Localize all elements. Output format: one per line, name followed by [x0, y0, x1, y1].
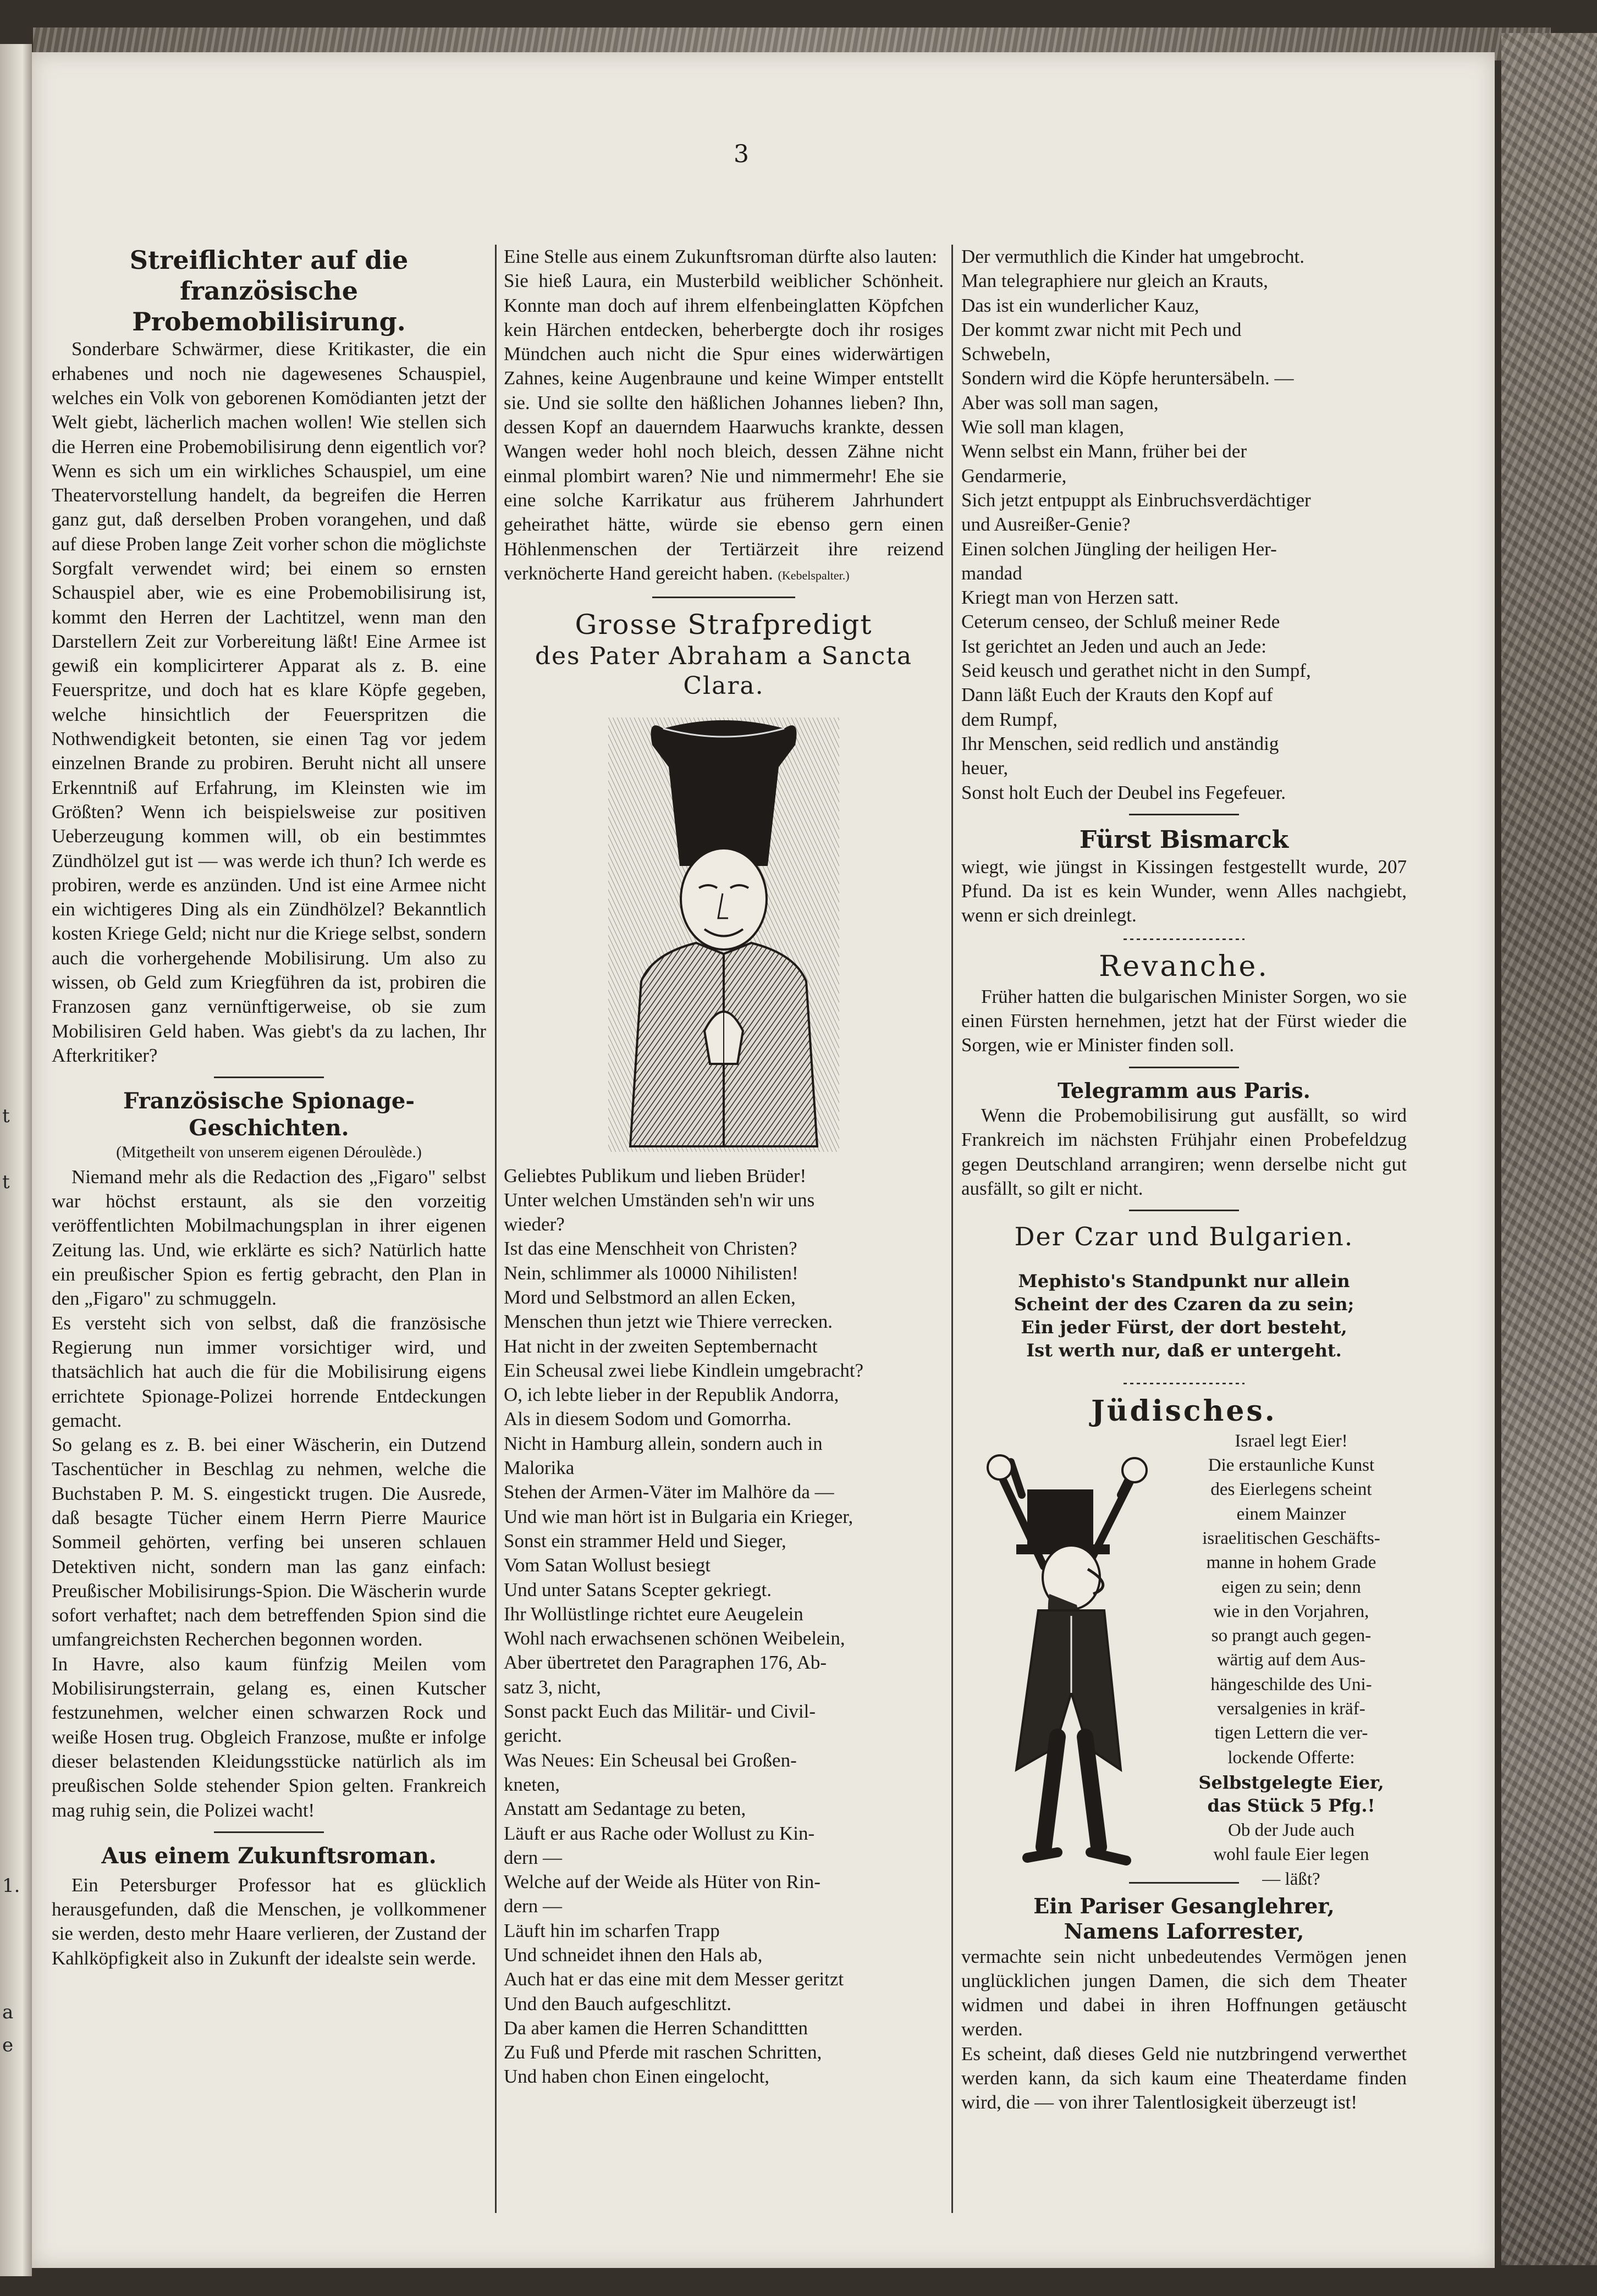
- sermon-verse: Geliebtes Publikum und lieben Brüder! Unter welchen Umständen seh'n wir uns wieder? Ist das eine Menschheit von Christen? Nein, schlimmer als 10000 Nihilisten! Mord und Selbstmord an allen Ecken, Menschen thun jetzt wie Thiere verrecken. Hat nicht in der zweiten Septembernacht Ein Scheusal zwei liebe Kindlein umgebracht? O, ich lebte lieber in der Republik Andorra, Als in diesem Sodom und Gomorrha. Nicht in Hamburg allein, sondern auch in Malorika Stehen der Armen-Väter im Malhöre da — Und wie man hört ist in Bulgaria ein Krieger, Sonst ein strammer Held und Sieger, Vom Satan Wollust besiegt Und unter Satans Scepter gekriegt. Ihr Wollüstlinge richtet eure Aeugelein Wohl nach erwachsenen schönen Weibelein, Aber übertretet den Paragraphen 176, Ab- satz 3, nicht, Sonst packt Euch das Militär- und Civil- gericht. Was Neues: Ein Scheusal bei Großen- kneten, Anstatt am Sedantage zu beten, Läuft er aus Rache oder Wollust zu Kin- dern — Welche auf der Weide als Hüter von Rin- dern — Läuft hin im scharfen Trapp Und schneidet ihnen den Hals ab, Auch hat er das eine mit dem Messer geritzt Und den Bauch aufgeschlitzt. Da aber kamen die Herren Schandittten Zu Fuß und Pferde mit raschen Schritten, Und haben chon Einen eingelocht,: [504, 1164, 864, 2088]
- article-title-spionage: Französische Spionage-Geschichten.: [123, 1088, 415, 1141]
- margin-mark: a: [2, 2001, 14, 2023]
- separator-rule: [1129, 814, 1239, 815]
- article-text-juedisches: Israel legt Eier! Die erstaunliche Kunst des Eierlegens scheint einem Mainzer israelitischen Geschäfts- manne in hohem Grade eigen zu sein; denn wie in den Vorjahren, so prangt auch gegen- wärtig auf dem Aus- hängeschilde des Uni- versalgenies in kräf- tigen Lettern die ver- lockende Offerte:: [1202, 1431, 1380, 1768]
- separator-rule: [214, 1831, 324, 1833]
- article-text-bismarck: wiegt, wie jüngst in Kissingen festgestellt wurde, 207 Pfund. Da ist es kein Wunder, wenn Alles nachgiebt, wenn er sich dreinlegt.: [961, 856, 1407, 926]
- page-number: 3: [734, 140, 749, 168]
- caricature-illustration: [961, 1429, 1170, 1880]
- column-rule: [495, 245, 497, 2213]
- monk-illustration: [586, 707, 861, 1157]
- sermon-title: Grosse Strafpredigt: [575, 609, 873, 641]
- article-title-juedisches: Jüdisches.: [1091, 1394, 1277, 1428]
- margin-mark: t: [2, 1105, 10, 1127]
- article-title-czar: Der Czar und Bulgarien.: [1014, 1222, 1354, 1252]
- article-text-zukunftsroman-cont: [504, 245, 944, 588]
- juedisches-offer: Selbstgelegte Eier, das Stück 5 Pfg.!: [1198, 1771, 1384, 1816]
- column-1: [52, 245, 486, 2224]
- column-rule: [951, 245, 953, 2213]
- marbled-book-edge: [1501, 33, 1597, 2265]
- article-text-czar: Mephisto's Standpunkt nur allein Scheint der des Czaren da zu sein; Ein jeder Fürst, der dort besteht, Ist werth nur, daß er untergeht.: [1014, 1271, 1354, 1361]
- article-text-pariser: vermachte sein nicht unbedeutendes Vermögen jenen unglücklichen jungen Damen, die sich dem Theater widmen und dabei in ihren Hoffnungen getäuscht werden. Es scheint, daß dieses Geld nie nutzbringend verwerthet werden kann, da sich kaum eine Theaterdame finden wird, die — von ihrer Talentlosigkeit überzeugt ist!: [961, 1945, 1407, 2113]
- juedisches-text-block: [1176, 1429, 1407, 1891]
- source-credit: (Kebelspalter.): [778, 568, 850, 582]
- article-text-revanche: Früher hatten die bulgarischen Minister Sorgen, wo sie einen Fürsten hernehmen, jetzt hat der Fürst wieder die Sorgen, wie er Minister finden soll.: [961, 985, 1407, 1056]
- margin-mark: e: [2, 2034, 14, 2056]
- newspaper-page: [32, 52, 1495, 2268]
- article-title-bismarck: Fürst Bismarck: [1079, 825, 1289, 854]
- article-title-telegramm: Telegramm aus Paris.: [1058, 1078, 1310, 1103]
- article-text-telegramm: Wenn die Probemobilisirung gut ausfällt, so wird Frankreich im nächsten Frühjahr einen Probefeldzug gegen Deutschland arrangiren; wenn derselbe nicht gut ausfällt, so gilt er nicht.: [961, 1105, 1407, 1199]
- column-2: [504, 245, 944, 2224]
- article-subtitle-spionage: (Mitgetheilt von unserem eigenen Déroulède.): [116, 1143, 422, 1161]
- article-title-zukunftsroman: Aus einem Zukunftsroman.: [101, 1842, 437, 1869]
- wavy-separator: [1124, 935, 1244, 943]
- article-title-revanche: Revanche.: [1099, 950, 1269, 984]
- wavy-separator: [1124, 1379, 1244, 1387]
- zukunftsroman-cont-text: Eine Stelle aus einem Zukunftsroman dürfte also lauten: Sie hieß Laura, ein Musterbild weiblicher Schönheit. Konnte man doch auf ihrem elfenbeinglatten Köpfchen kein Härchen entdecken, beherbergte doch ihr rosiges Mündchen auch nicht die Spur eines widerwärtigen Zahnes, keine Augenbraune und keine Wimper entstellt sie. Und sie sollte den häßlichen Johannes lieben? Ihn, dessen Kopf an dauerndem Haarwuchs krankte, dessen Wangen weder hohl noch bleich, dessen Zähne nicht einmal plombirt waren? Nie und nimmermehr! Ehe sie eine solche Karrikatur aus früherem Jahrhundert geheirathet hätte, würde sie ebenso gern einen Höhlenmenschen der Tertiärzeit ihre reizend verknöcherte Hand gereicht haben.: [504, 246, 944, 584]
- adjacent-page-edge: [0, 44, 32, 2276]
- juedisches-block: [961, 1429, 1407, 1889]
- sermon-subtitle: des Pater Abraham a Sancta Clara.: [535, 642, 913, 700]
- article-text-zukunftsroman: Ein Petersburger Professor hat es glücklich herausgefunden, daß die Menschen, je vollkommener sie werden, desto mehr Haare verlieren, der Zustand der Kahlköpfigkeit also in Zukunft der idealste sein werde.: [52, 1874, 486, 1969]
- separator-rule: [1129, 1210, 1239, 1211]
- article-text-probemobilisirung: Sonderbare Schwärmer, diese Kritikaster, die ein erhabenes und noch nie dagewesenes Schauspiel, welches ein Volk von geborenen Komödianten jetzt der Welt giebt, lächerlich machen wollen! Wie stellen sich die Herren eine Probemobilisirung denn eigentlich vor? Wenn es sich um ein wirkliches Schauspiel, um eine Theatervorstellung handelt, da begreifen die Herren ganz gut, daß derselben Proben vorangehen, und daß auf diese Proben lange Zeit vorher schon die möglichste Sorgfalt verwendet wird; bei einem so ernsten Schauspiel aber, wie es eine Probemobilisirung ist, kommt den Herren der Lachtitzel, wenn man den Darstellern Zeit zur Vorbereitung läßt! Eine Armee ist gewiß ein komplicirterer Apparat als z. B. eine Feuerspritze, und doch hat es klare Köpfe gegeben, welche hinsichtlich der Feuerspritzen die Nothwendigkeit betonten, sie einen Tag vor jedem einzelnen Brande zu probiren. Beruht nicht all unsere Erkenntniß auf Erfahrung, im Kleinsten wie im Größten? Wenn ich beispielsweise zur positiven Ueberzeugung kommen will, ob ein bestimmtes Zündhölzel gut ist — was werde ich thun? Ich werde es probiren, werde es anzünden. Und ist eine Armee nicht ein wichtigeres Ding als ein Zündhölzel? Bekanntlich kosten Kriege Geld; nicht nur die Kriege selbst, sondern auch die vorhergehende Mobilisirung. Um also zu wissen, ob Geld zum Kriegführen da ist, probiren die Franzosen ganz vernünftigerweise, ob sie zum Mobilisiren Geld haben. Was giebt's da zu lachen, Ihr Afterkritiker?: [52, 338, 486, 1066]
- separator-rule: [1129, 1067, 1239, 1068]
- juedisches-end: Ob der Jude auch wohl faule Eier legen — läßt?: [1213, 1820, 1369, 1889]
- separator-rule: [652, 597, 795, 598]
- margin-mark: 1.: [2, 1875, 20, 1897]
- separator-rule: [214, 1077, 324, 1078]
- article-text-spionage: Niemand mehr als die Redaction des „Figaro" selbst war höchst erstaunt, als sie den vorzeitig veröffentlichten Mobilmachungsplan in ihrer eigenen Zeitung las. Und, wie erklärte es sich? Natürlich hatte ein preußischer Spion es fertig gebracht, den Plan in den „Figaro" zu schmuggeln. Es versteht sich von selbst, daß die französische Regierung nun immer vorsichtiger wird, und thatsächlich hat auch die für die Mobilisirung eigens errichtete Spionage-Polizei horrende Entdeckungen gemacht. So gelang es z. B. bei einer Wäscherin, ein Dutzend Taschentücher in Beschlag zu nehmen, welche die Buchstaben P. M. S. eingestickt trugen. Die Ausrede, daß besagte Tücher einem Herrn Pierre Maurice Sommeil gehörten, verfing bei unseren schlauen Detektiven nicht, sondern man las ganz einfach: Preußischer Mobilisirungs-Spion. Die Wäscherin wurde sofort verhaftet; nach dem betreffenden Spion sind die umfangreichsten Recherchen begonnen worden. In Havre, also kaum fünfzig Meilen vom Mobilisirungsterrain, gelang es, einen Kutscher festzunehmen, welcher einen schwarzen Rock und weiße Hosen trug. Obgleich Franzose, mußte er infolge dieser belastenden Kleidungsstücke natürlich als im preußischen Solde stehender Spion gelten. Frankreich mag ruhig sein, die Polizei wacht!: [52, 1166, 486, 1821]
- sermon-verse-cont: Der vermuthlich die Kinder hat umgebrocht. Man telegraphiere nur gleich an Krauts, Das ist ein wunderlicher Kauz, Der kommt zwar nicht mit Pech und Schwebeln, Sondern wird die Köpfe heruntersäbeln. — Aber was soll man sagen, Wie soll man klagen, Wenn selbst ein Mann, früher bei der Gendarmerie, Sich jetzt entpuppt als Einbruchsverdächtiger und Ausreißer-Genie? Einen solchen Jüngling der heiligen Her- mandad Kriegt man von Herzen satt. Ceterum censeo, der Schluß meiner Rede Ist gerichtet an Jeden und auch an Jede: Seid keusch und gerathet nicht in den Sumpf, Dann läßt Euch der Krauts den Kopf auf dem Rumpf, Ihr Menschen, seid redlich und anständig heuer, Sonst holt Euch der Deubel ins Fegefeuer.: [961, 246, 1311, 803]
- article-title-probemobilisirung: Streiflichter auf die französische Probemobilisirung.: [129, 245, 409, 337]
- article-title-pariser: Ein Pariser Gesanglehrer, Namens Laforrester,: [1033, 1893, 1335, 1944]
- column-3: [961, 245, 1407, 2224]
- margin-mark: t: [2, 1171, 10, 1193]
